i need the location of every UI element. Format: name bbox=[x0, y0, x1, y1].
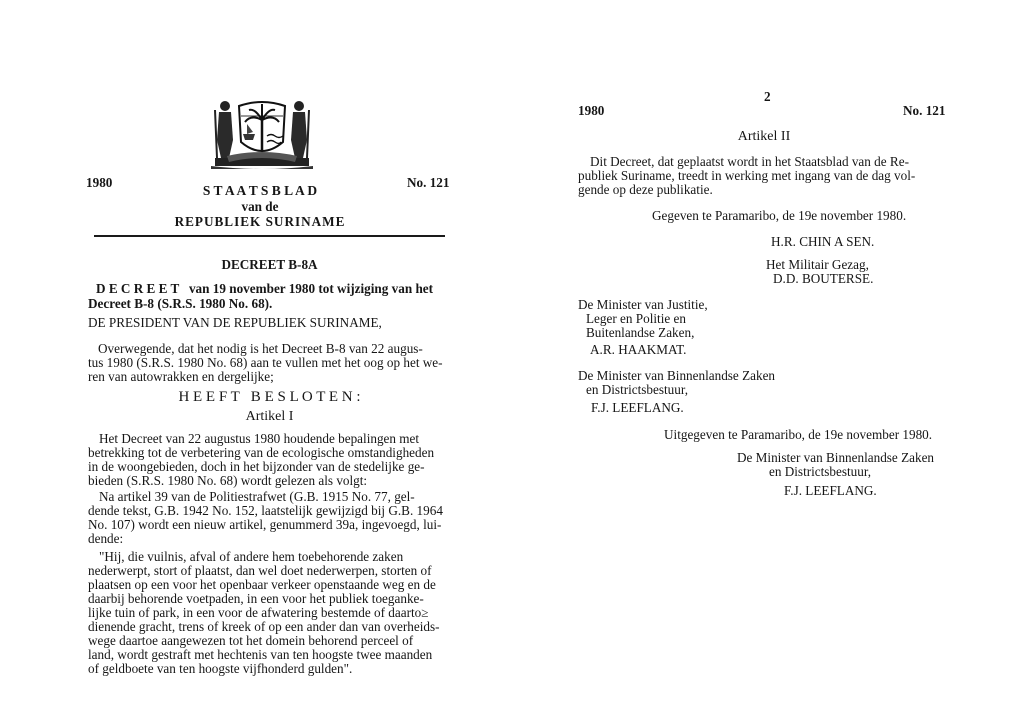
masthead-republic: REPUBLIEK SURINAME bbox=[174, 214, 346, 229]
body-line: nederwerpt, stort of plaatst, dan wel doet nederwerpen, storten of bbox=[88, 563, 432, 578]
body-line: Dit Decreet, dat geplaatst wordt in het Staatsblad van de Re- bbox=[590, 154, 909, 169]
right-year: 1980 bbox=[578, 103, 605, 118]
body-line: Na artikel 39 van de Politiestrafwet (G.B. 1915 No. 77, gel- bbox=[99, 489, 415, 504]
signer-leeflang: F.J. LEEFLANG. bbox=[591, 400, 684, 415]
body-line: dienende gracht, trens of kreek of op een ander dan van overheids- bbox=[88, 619, 440, 634]
issued-line: Uitgegeven te Paramaribo, de 19e november 1980. bbox=[664, 427, 933, 442]
minister-line: De Minister van Justitie, bbox=[578, 297, 708, 312]
left-number: No. 121 bbox=[407, 175, 450, 190]
article-1-heading: Artikel I bbox=[245, 409, 294, 424]
signer-bouterse: D.D. BOUTERSE. bbox=[773, 271, 874, 286]
minister-line: De Minister van Binnenlandse Zaken bbox=[737, 450, 935, 465]
intro-line-1: D E C R E E T van 19 november 1980 tot wijziging van het bbox=[96, 281, 434, 296]
considering-line: ren van autowrakken en dergelijke; bbox=[88, 369, 274, 384]
signer-leeflang-closing: F.J. LEEFLANG. bbox=[784, 483, 877, 498]
body-line: in de woongebieden, doch in het bijzonder van de stedelijke ge- bbox=[88, 459, 425, 474]
right-number: No. 121 bbox=[903, 103, 946, 118]
header-divider bbox=[94, 235, 445, 237]
body-line: gende op deze publikatie. bbox=[578, 182, 713, 197]
page-number: 2 bbox=[764, 89, 771, 104]
masthead-title: S T A A T S B L A D bbox=[202, 183, 318, 198]
president-line: DE PRESIDENT VAN DE REPUBLIEK SURINAME, bbox=[88, 315, 382, 330]
body-line: of geldboete van ten hoogste vijfhonderd gulden". bbox=[88, 661, 353, 676]
body-line: lijke tuin of park, in een voor de afwatering bestemde of daarto≥ bbox=[88, 605, 429, 620]
body-line: No. 107) wordt een nieuw artikel, genummerd 39a, ingevoegd, lui- bbox=[88, 517, 442, 532]
minister-line: en Districtsbestuur, bbox=[769, 464, 872, 479]
body-line: plaatsen op een voor het openbaar verkeer openstaande weg en de bbox=[88, 577, 436, 592]
body-line: wege daartoe aangewezen tot het domein behorend perceel of bbox=[88, 633, 414, 648]
intro-line-2: Decreet B-8 (S.R.S. 1980 No. 68). bbox=[88, 296, 273, 311]
signer-haakmat: A.R. HAAKMAT. bbox=[590, 342, 687, 357]
body-line: Het Decreet van 22 augustus 1980 houdende bepalingen met bbox=[99, 431, 420, 446]
given-line: Gegeven te Paramaribo, de 19e november 1980. bbox=[652, 208, 907, 223]
minister-line: en Districtsbestuur, bbox=[586, 382, 689, 397]
body-line: bieden (S.R.S. 1980 No. 68) wordt gelezen als volgt: bbox=[88, 473, 368, 488]
coat-of-arms-icon bbox=[207, 92, 317, 172]
considering-line: tus 1980 (S.R.S. 1980 No. 68) aan te vullen met het oog op het we- bbox=[88, 355, 443, 370]
resolved-heading: H E E F T B E S L O T E N : bbox=[178, 389, 361, 405]
article-2-heading: Artikel II bbox=[737, 129, 791, 144]
signer-chin-a-sen: H.R. CHIN A SEN. bbox=[771, 234, 875, 249]
decree-title: DECREET B-8A bbox=[221, 257, 318, 272]
minister-line: Leger en Politie en bbox=[586, 311, 686, 326]
military-authority: Het Militair Gezag, bbox=[766, 257, 869, 272]
body-line: dende: bbox=[88, 531, 124, 546]
body-line: "Hij, die vuilnis, afval of andere hem toebehorende zaken bbox=[99, 549, 404, 564]
left-year: 1980 bbox=[86, 175, 113, 190]
body-line: publiek Suriname, treedt in werking met ingang van de dag vol- bbox=[578, 168, 916, 183]
body-line: land, wordt gestraft met hechtenis van ten hoogste twee maanden bbox=[88, 647, 433, 662]
masthead-van-de: van de bbox=[241, 199, 279, 214]
body-line: betrekking tot de verbetering van de ecologische omstandigheden bbox=[88, 445, 435, 460]
considering-line: Overwegende, dat het nodig is het Decreet B-8 van 22 augus- bbox=[98, 341, 423, 356]
minister-line: De Minister van Binnenlandse Zaken bbox=[578, 368, 776, 383]
body-line: daarbij behorende voetpaden, in een voor het publiek toeganke- bbox=[88, 591, 424, 606]
minister-line: Buitenlandse Zaken, bbox=[586, 325, 695, 340]
body-line: dende tekst, G.B. 1942 No. 152, laatstelijk gewijzigd bij G.B. 1964 bbox=[88, 503, 443, 518]
